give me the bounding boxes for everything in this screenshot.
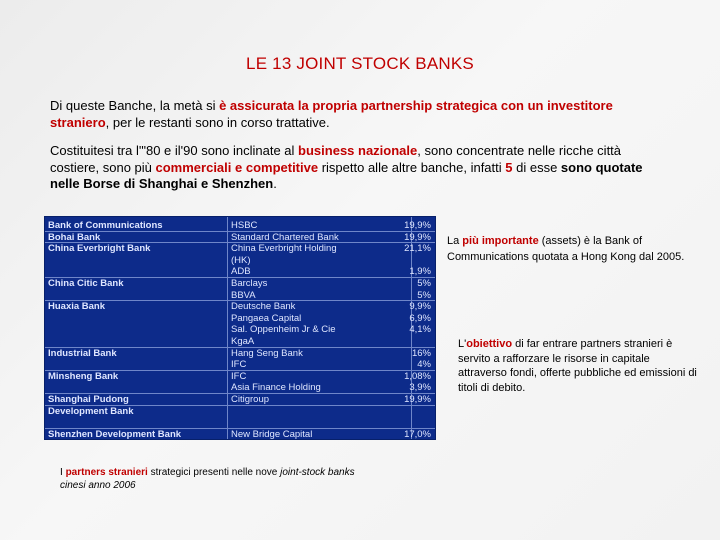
cell-partner: China Everbright Holding	[231, 243, 337, 255]
caption-highlight: partners stranieri	[65, 467, 148, 478]
cell-partner: IFC	[231, 370, 247, 382]
note-most-important	[447, 234, 692, 265]
cell-bank: Huaxia Bank	[48, 301, 106, 313]
cell-share: 1,08%	[404, 370, 431, 382]
caption-italic: joint-stock banks cinesi anno 2006	[60, 467, 355, 491]
table-row	[45, 243, 435, 255]
table-row	[45, 278, 435, 290]
cell-share: 19,9%	[404, 394, 431, 405]
p1-text-c: , per le restanti sono in corso trattative.	[105, 114, 330, 130]
cell-partner: Barclays	[231, 278, 268, 289]
note-objective	[458, 337, 698, 395]
cell-share: 16%	[411, 347, 431, 359]
p2-highlight-five: 5	[505, 159, 513, 175]
table-row	[45, 348, 435, 360]
partners-table	[44, 216, 436, 440]
cell-share: 6,9%	[409, 312, 431, 324]
cell-share: 9,9%	[409, 301, 431, 313]
cell-bank: Bohai Bank	[48, 231, 101, 243]
cell-share: 19,9%	[404, 220, 431, 231]
p2-text-g: di esse	[512, 159, 561, 175]
cell-partner: New Bridge Capital	[231, 428, 313, 440]
cell-bank: Industrial Bank	[48, 347, 117, 359]
cell-partner: Asia Finance Holding	[231, 382, 321, 394]
side2-highlight: obiettivo	[466, 338, 513, 350]
cell-share: 5%	[417, 278, 431, 289]
cell-partner: KgaA	[231, 336, 255, 347]
table-row	[45, 371, 435, 383]
cell-share: 5%	[417, 289, 431, 301]
p2-highlight-commercial: commerciali e competitive	[155, 159, 319, 175]
paragraph-partnership	[50, 98, 650, 131]
p2-text-c: , sono concentrate nelle ricche città costiere, sono più	[50, 143, 622, 175]
page-title: LE 13 JOINT STOCK BANKS	[246, 54, 474, 73]
table-row	[45, 406, 435, 418]
p1-text-a: Di queste Banche, la metà si	[50, 98, 220, 113]
p2-text-a: Costituitesi tra l'"80 e il'90 sono inclinate al	[50, 143, 299, 158]
table-row	[45, 313, 435, 325]
cell-bank: Development Bank	[48, 405, 134, 417]
p1-highlight: è assicurata la propria partnership strategica con un investitore straniero	[50, 98, 613, 130]
table-caption	[60, 466, 360, 492]
cell-partner: BBVA	[231, 289, 256, 301]
p2-text-i: .	[273, 176, 277, 191]
table-row	[45, 429, 435, 441]
side1-text-c: (assets) è la Bank of Communications quotata a Hong Kong dal 2005.	[447, 235, 685, 263]
side1-text-a: La	[447, 235, 463, 247]
cell-partner: Pangaea Capital	[231, 312, 302, 324]
p2-bold-listed: sono quotate nelle Borse di Shanghai e Shenzhen	[50, 159, 643, 191]
cell-bank: Bank of Communications	[48, 220, 163, 231]
table-row	[45, 301, 435, 313]
cell-share: 17,0%	[404, 428, 431, 440]
cell-partner: HSBC	[231, 220, 258, 231]
cell-share: 1,9%	[409, 266, 431, 278]
side2-text-a: L'	[458, 338, 467, 350]
table-row	[45, 255, 435, 267]
cell-share: 19,9%	[404, 231, 431, 243]
cell-bank: China Everbright Bank	[48, 243, 151, 255]
cell-bank: Minsheng Bank	[48, 370, 119, 382]
cell-partner: Deutsche Bank	[231, 301, 296, 313]
cell-partner: Hang Seng Bank	[231, 347, 303, 359]
cell-share: 21,1%	[404, 243, 431, 255]
cell-bank: Shenzhen Development Bank	[48, 428, 182, 440]
cell-partner: Sal. Oppenheim Jr & Cie	[231, 324, 336, 336]
cell-bank: Shanghai Pudong	[48, 394, 129, 405]
side1-highlight: più importante	[462, 235, 539, 247]
paragraph-business	[50, 143, 650, 193]
cell-share: 4,1%	[409, 324, 431, 336]
cell-partner: IFC	[231, 359, 247, 371]
cell-partner: Citigroup	[231, 394, 270, 405]
cell-partner: Standard Chartered Bank	[231, 231, 339, 243]
cell-partner: (HK)	[231, 254, 251, 266]
p2-highlight-business: business nazionale	[298, 143, 418, 158]
caption-text-c: strategici presenti nelle nove	[147, 467, 281, 478]
caption-text-a: I	[60, 467, 66, 478]
table-row	[45, 324, 435, 336]
cell-share: 3,9%	[409, 382, 431, 394]
side2-text-c: di far entrare partners stranieri è servito a rafforzare le risorse in capitale attraverso fondi, offerte pubbliche ed emissioni di titoli di debito.	[458, 338, 697, 394]
cell-share: 4%	[417, 359, 431, 371]
cell-partner: ADB	[231, 266, 251, 278]
cell-bank: China Citic Bank	[48, 278, 124, 289]
p2-text-e: rispetto alle altre banche, infatti	[318, 159, 506, 175]
